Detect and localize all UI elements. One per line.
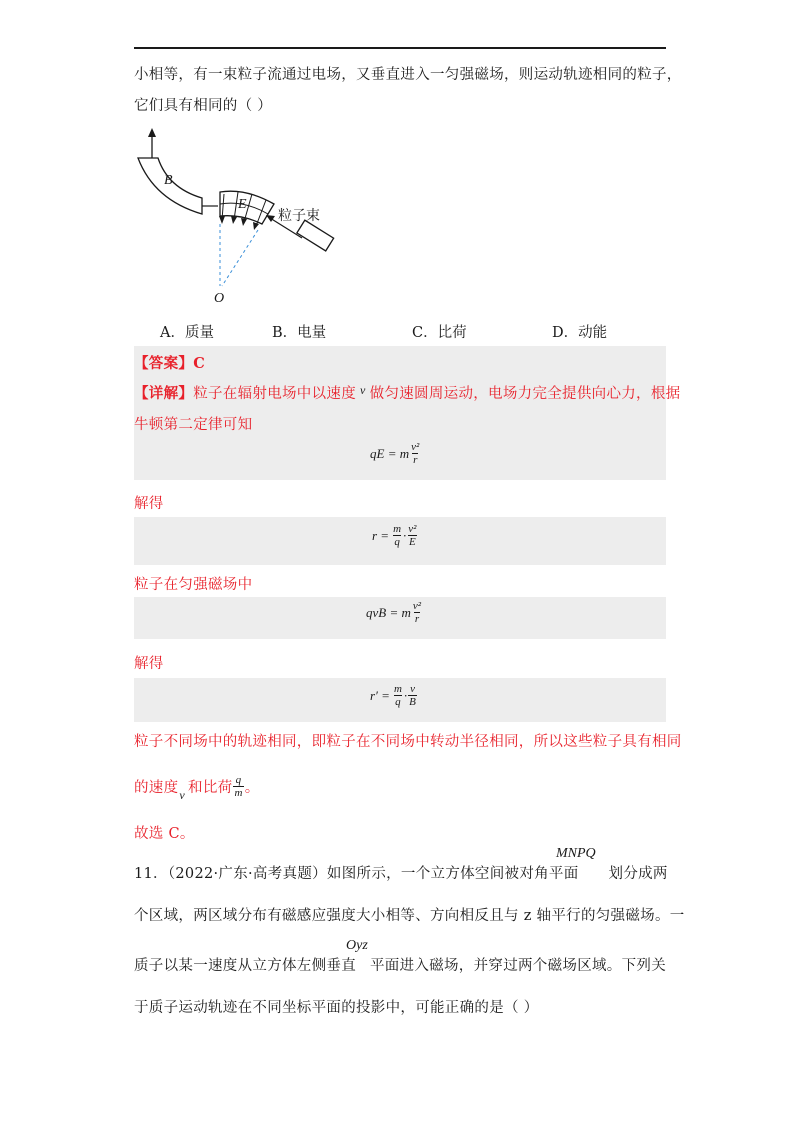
detail-tag: 【详解】 bbox=[134, 385, 194, 402]
q11-line-3 bbox=[134, 954, 666, 975]
option-d: D．动能 bbox=[552, 325, 608, 341]
formula-1-lhs: qE = m bbox=[370, 445, 410, 461]
q10-line-2: 它们具有相同的（ ） bbox=[134, 98, 273, 114]
formula-2-lhs: r = bbox=[372, 527, 390, 543]
formula-4 bbox=[370, 683, 418, 708]
exit-arrowhead bbox=[148, 128, 156, 137]
q11-line-1 bbox=[134, 862, 668, 883]
particle-beam-figure bbox=[134, 128, 354, 308]
conclusion-2b: 和比荷 bbox=[188, 780, 233, 796]
formula-4-frac-2 bbox=[408, 683, 417, 708]
formula-4-num-1: m bbox=[393, 683, 402, 695]
formula-1-num: v² bbox=[411, 441, 420, 453]
q10-line-1: 小相等，有一束粒子流通过电场，又垂直进入一匀强磁场，则运动轨迹相同的粒子， bbox=[134, 67, 682, 83]
var-oyz: Oyz bbox=[346, 938, 368, 953]
answer-value: C bbox=[193, 355, 206, 372]
formula-3-lhs: qvB = m bbox=[366, 604, 411, 620]
formula-4-den-2: B bbox=[409, 696, 416, 708]
field-arrowhead-3 bbox=[241, 218, 247, 226]
conclusion-2a: 的速度 bbox=[134, 780, 179, 796]
conclusion-var-v: v bbox=[179, 788, 186, 802]
field-arrowhead-2 bbox=[231, 216, 237, 224]
conclusion-1: 粒子不同场中的轨迹相同，即粒子在不同场中转动半径相同，所以这些粒子具有相同 bbox=[134, 734, 682, 750]
formula-2-dot: · bbox=[403, 527, 407, 543]
q11-line-2: 个区域，两区域分布有磁感应强度大小相等、方向相反且与 z 轴平行的匀强磁场。一 bbox=[134, 908, 685, 924]
detail-text-1b: 做匀速圆周运动，电场力完全提供向心力，根据 bbox=[369, 386, 681, 402]
label-o: O bbox=[214, 291, 225, 306]
q11-line-1a: 11．（2022·广东·高考真题）如图所示，一个立方体空间被对角平面 bbox=[134, 866, 579, 882]
field-arrowhead-1 bbox=[219, 216, 225, 224]
label-b: B bbox=[164, 173, 173, 188]
formula-2-num-1: m bbox=[393, 523, 402, 535]
formula-4-num-2: v bbox=[410, 683, 415, 695]
formula-2-den-2: E bbox=[409, 536, 416, 548]
formula-2-frac-2 bbox=[407, 523, 417, 548]
formula-2-num-2: v² bbox=[408, 523, 417, 535]
field-arrowhead-4 bbox=[253, 222, 259, 230]
formula-2-den-1: q bbox=[394, 536, 400, 548]
formula-4-den-1: q bbox=[395, 696, 401, 708]
formula-1-fraction bbox=[410, 441, 420, 466]
conclusion-2c: 。 bbox=[244, 780, 260, 796]
conclusion-den: m bbox=[234, 787, 243, 799]
formula-1 bbox=[370, 441, 421, 466]
formula-3-den: r bbox=[414, 613, 420, 625]
formula-2-frac-1 bbox=[392, 523, 402, 548]
label-beam: 粒子束 bbox=[278, 208, 320, 224]
formula-2 bbox=[372, 523, 418, 548]
top-rule bbox=[134, 47, 666, 49]
final-answer: 故选 C。 bbox=[134, 826, 195, 842]
conclusion-num: q bbox=[235, 774, 242, 786]
detail-text-1a: 粒子在辐射电场中以速度 bbox=[193, 386, 357, 402]
answer-tag: 【答案】 bbox=[134, 355, 194, 372]
solve-1: 解得 bbox=[134, 496, 164, 512]
particle-source-box bbox=[297, 220, 334, 251]
var-mnpq: MNPQ bbox=[556, 846, 596, 861]
option-a: A．质量 bbox=[160, 325, 214, 341]
formula-3 bbox=[366, 600, 423, 625]
label-e: E bbox=[238, 197, 247, 212]
q11-line-1b: 划分成两 bbox=[608, 866, 668, 882]
radius-dashed-2 bbox=[222, 230, 258, 286]
q11-line-4: 于质子运动轨迹在不同坐标平面的投影中，可能正确的是（ ） bbox=[134, 1000, 539, 1016]
conclusion-2 bbox=[134, 774, 260, 802]
detail-line-1 bbox=[134, 382, 680, 403]
q11-line-3b: 平面进入磁场，并穿过两个磁场区域。下列关 bbox=[370, 958, 666, 974]
formula-4-lhs: r′ = bbox=[370, 687, 390, 703]
solve-2: 解得 bbox=[134, 656, 164, 672]
formula-3-fraction bbox=[412, 600, 422, 625]
option-c: C．比荷 bbox=[412, 325, 467, 341]
electric-field-region bbox=[220, 191, 274, 224]
q11-line-3a: 质子以某一速度从立方体左侧垂直 bbox=[134, 958, 356, 974]
formula-1-den: r bbox=[413, 454, 418, 466]
conclusion-fraction bbox=[233, 774, 243, 799]
formula-3-num: v² bbox=[412, 600, 422, 612]
answer-line bbox=[134, 352, 205, 373]
option-b: B．电量 bbox=[272, 325, 327, 341]
detail-line-2: 牛顿第二定律可知 bbox=[134, 417, 253, 433]
formula-4-dot: · bbox=[403, 687, 408, 703]
detail-var-v: v bbox=[360, 383, 366, 397]
formula-4-frac-1 bbox=[393, 683, 403, 708]
field-text: 粒子在匀强磁场中 bbox=[134, 577, 253, 593]
